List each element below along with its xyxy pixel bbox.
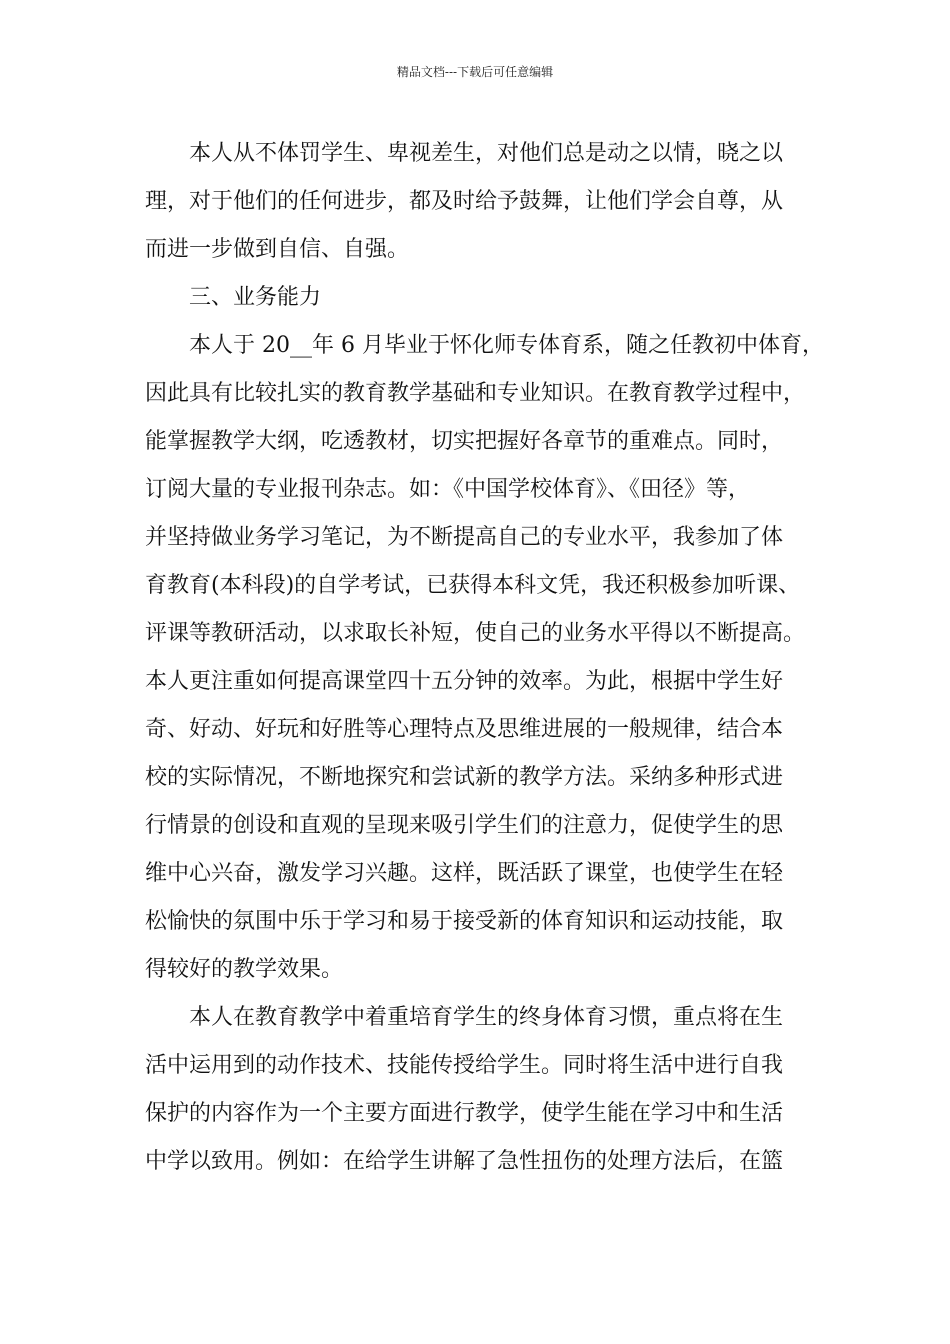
text-line: 订阅大量的专业报刊杂志。如：《中国学校体育》、《田径》等， (145, 477, 751, 502)
text-line: 理，对于他们的任何进步，都及时给予鼓舞，让他们学会自尊，从 (145, 189, 784, 214)
text-line: 并坚持做业务学习笔记，为不断提高自己的专业水平，我参加了体 (145, 525, 784, 550)
text-line: 本人在教育教学中着重培育学生的终身体育习惯，重点将在生 (189, 1005, 784, 1030)
text-line: 本人于 20__年 6 月毕业于怀化师专体育系，随之任教初中体育， (189, 333, 824, 358)
text-line: 奇、好动、好玩和好胜等心理特点及思维进展的一般规律，结合本 (145, 717, 784, 742)
text-line: 本人从不体罚学生、卑视差生，对他们总是动之以情，晓之以 (189, 141, 784, 166)
text-line: 校的实际情况，不断地探究和尝试新的教学方法。采纳多种形式进 (145, 765, 784, 790)
text-line: 本人更注重如何提高课堂四十五分钟的效率。为此，根据中学生好 (145, 669, 784, 694)
heading-line: 三、业务能力 (189, 285, 322, 310)
text-line: 能掌握教学大纲，吃透教材，切实把握好各章节的重难点。同时， (145, 429, 784, 454)
paragraph-3 (145, 322, 824, 994)
paragraph-1 (145, 130, 815, 274)
section-heading (145, 274, 815, 322)
page-header: 精品文档---下载后可任意编辑 (396, 65, 554, 79)
text-line: 而进一步做到自信、自强。 (145, 237, 410, 262)
document-body (145, 130, 824, 1186)
text-line: 行情景的创设和直观的呈现来吸引学生们的注意力，促使学生的思 (145, 813, 784, 838)
text-line: 活中运用到的动作技术、技能传授给学生。同时将生活中进行自我 (145, 1053, 784, 1078)
text-line: 维中心兴奋，激发学习兴趣。这样，既活跃了课堂，也使学生在轻 (145, 861, 784, 886)
text-line: 因此具有比较扎实的教育教学基础和专业知识。在教育教学过程中， (145, 381, 806, 406)
text-line: 松愉快的氛围中乐于学习和易于接受新的体育知识和运动技能，取 (145, 909, 784, 934)
text-line: 得较好的教学效果。 (145, 957, 344, 982)
text-line: 保护的内容作为一个主要方面进行教学，使学生能在学习中和生活 (145, 1101, 784, 1126)
text-line: 评课等教研活动，以求取长补短，使自己的业务水平得以不断提高。 (145, 621, 806, 646)
paragraph-4 (145, 994, 815, 1186)
text-line: 育教育(本科段)的自学考试，已获得本科文凭，我还积极参加听课、 (145, 573, 801, 598)
text-line: 中学以致用。例如：在给学生讲解了急性扭伤的处理方法后，在篮 (145, 1149, 784, 1174)
